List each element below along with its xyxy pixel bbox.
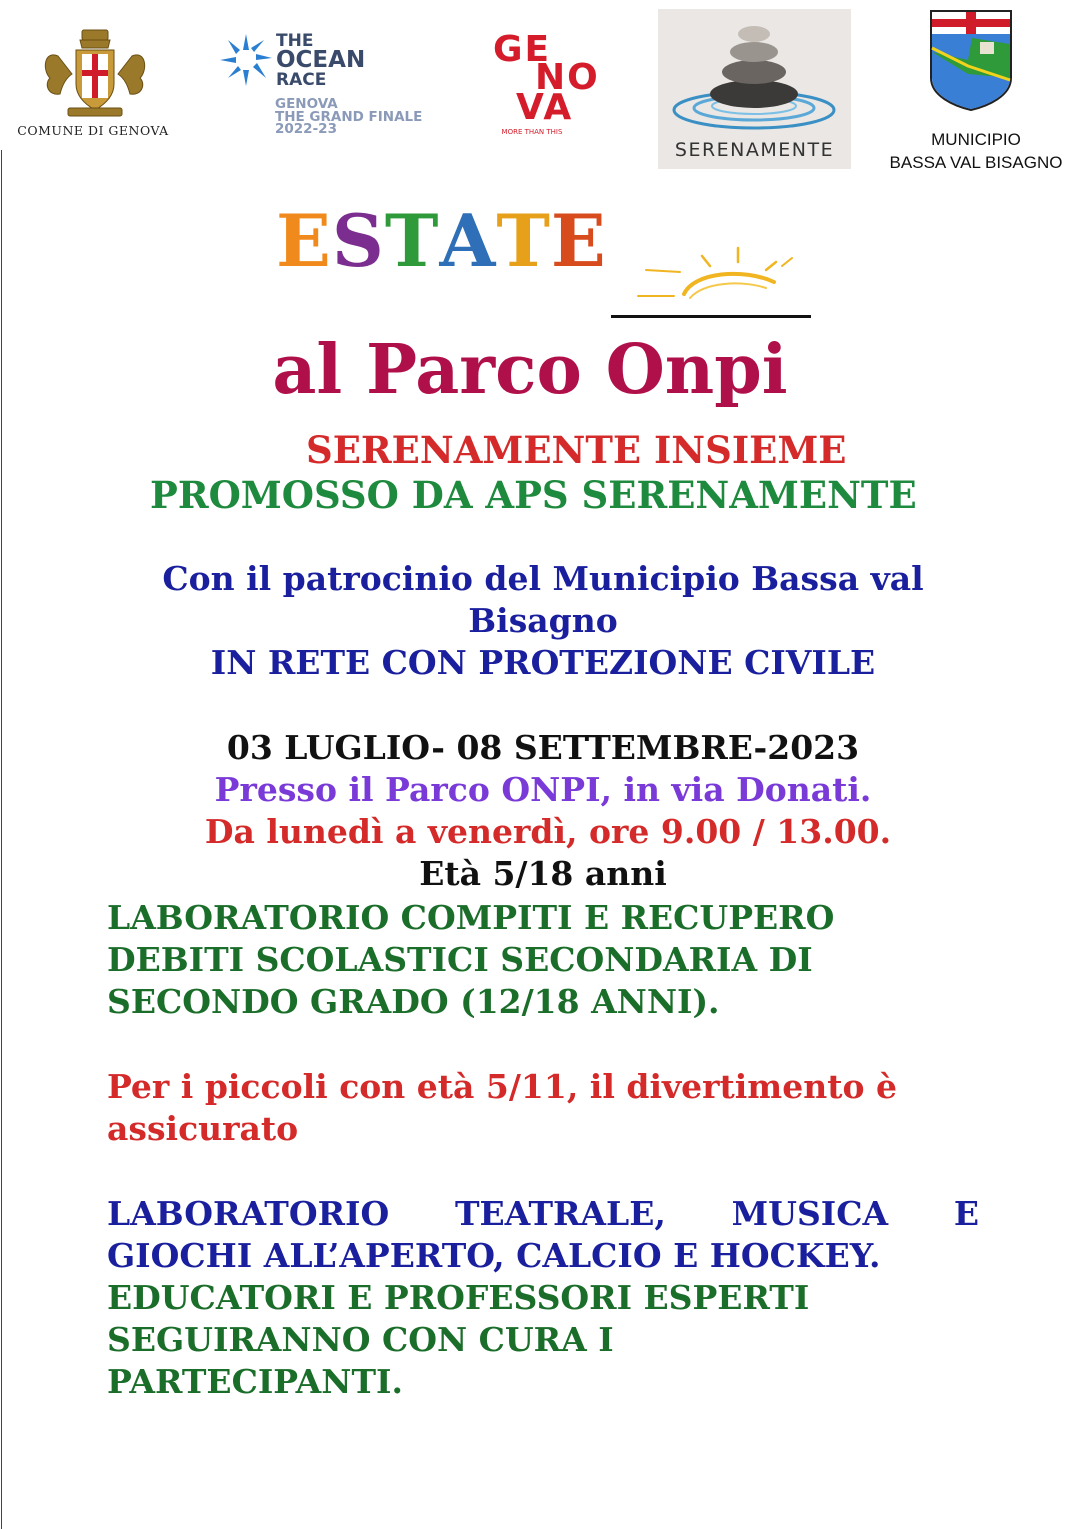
estate-letter-6: E bbox=[550, 198, 607, 283]
serenamente-logo bbox=[658, 9, 851, 169]
genova-mtt-va: VA bbox=[516, 87, 574, 128]
event-schedule: Da lunedì a venerdì, ore 9.00 / 13.00. bbox=[204, 812, 892, 851]
ocean-race-line-6: 2022-23 bbox=[275, 121, 337, 137]
genova-more-than-this-logo bbox=[488, 30, 612, 140]
laboratorio-compiti-line-1: LABORATORIO COMPITI E RECUPERO bbox=[107, 898, 835, 937]
patronage-line-2: Bisagno bbox=[468, 601, 618, 640]
municipio-logo bbox=[878, 8, 1074, 178]
estate-letter-1: E bbox=[276, 198, 332, 283]
attivita-paragraph bbox=[107, 1193, 979, 1277]
municipio-shield-icon bbox=[928, 8, 1014, 112]
laboratorio-compiti-paragraph bbox=[107, 897, 979, 1023]
sunrise-icon bbox=[634, 244, 804, 304]
educatori-paragraph bbox=[107, 1277, 979, 1403]
attivita-line-1: LABORATORIO TEATRALE, MUSICA E bbox=[107, 1194, 979, 1233]
comune-di-genova-logo bbox=[8, 26, 178, 144]
event-age: Età 5/18 anni bbox=[419, 854, 667, 893]
comune-caption: COMUNE DI GENOVA bbox=[17, 123, 169, 138]
tagline-promosso: PROMOSSO DA APS SERENAMENTE bbox=[150, 473, 917, 517]
educatori-line-1: EDUCATORI E PROFESSORI ESPERTI bbox=[107, 1278, 810, 1317]
estate-letter-4: A bbox=[439, 198, 497, 283]
ocean-race-line-2: OCEAN bbox=[276, 47, 366, 73]
stacked-stones-icon bbox=[668, 14, 841, 134]
genova-mtt-ge: GE bbox=[493, 29, 552, 70]
educatori-line-3: PARTECIPANTI. bbox=[107, 1362, 403, 1401]
estate-letter-5: T bbox=[496, 198, 551, 283]
genova-crest-icon bbox=[40, 26, 150, 118]
estate-letter-3: T bbox=[384, 198, 440, 283]
educatori-line-2: SEGUIRANNO CON CURA I bbox=[107, 1320, 614, 1359]
estate-title bbox=[276, 198, 607, 283]
laboratorio-compiti-line-2: DEBITI SCOLASTICI SECONDARIA DI bbox=[107, 940, 813, 979]
estate-letter-2: S bbox=[331, 198, 385, 283]
piccoli-line-1: Per i piccoli con età 5/11, il divertimento è bbox=[107, 1067, 897, 1106]
genova-mtt-no: NO bbox=[535, 57, 600, 98]
attivita-line-2: GIOCHI ALL’APERTO, CALCIO E HOCKEY. bbox=[107, 1236, 881, 1275]
piccoli-line-2: assicurato bbox=[107, 1109, 299, 1148]
ocean-race-line-4: GENOVA bbox=[275, 96, 338, 112]
event-subtitle: al Parco Onpi bbox=[272, 330, 788, 410]
title-divider bbox=[611, 315, 811, 318]
municipio-line-2: BASSA VAL BISAGNO bbox=[889, 153, 1063, 172]
ocean-race-line-3: RACE bbox=[276, 70, 327, 90]
ocean-race-line-5: THE GRAND FINALE bbox=[275, 109, 423, 125]
serenamente-name: SERENAMENTE bbox=[674, 139, 835, 161]
event-dates: 03 LUGLIO- 08 SETTEMBRE-2023 bbox=[226, 728, 860, 767]
tagline-insieme: SERENAMENTE INSIEME bbox=[306, 428, 847, 472]
ocean-race-logo bbox=[218, 30, 438, 142]
patronage-line-3: IN RETE CON PROTEZIONE CIVILE bbox=[210, 643, 876, 682]
event-location: Presso il Parco ONPI, in via Donati. bbox=[214, 770, 872, 809]
ocean-race-burst-icon bbox=[218, 32, 274, 88]
laboratorio-compiti-line-3: SECONDO GRADO (12/18 ANNI). bbox=[107, 982, 720, 1021]
patronage-line-1: Con il patrocinio del Municipio Bassa val bbox=[162, 559, 924, 598]
genova-mtt-tagline: MORE THAN THIS bbox=[501, 128, 563, 136]
ocean-race-line-1: THE bbox=[276, 31, 314, 51]
municipio-line-1: MUNICIPIO bbox=[931, 130, 1021, 149]
piccoli-paragraph bbox=[107, 1066, 979, 1150]
